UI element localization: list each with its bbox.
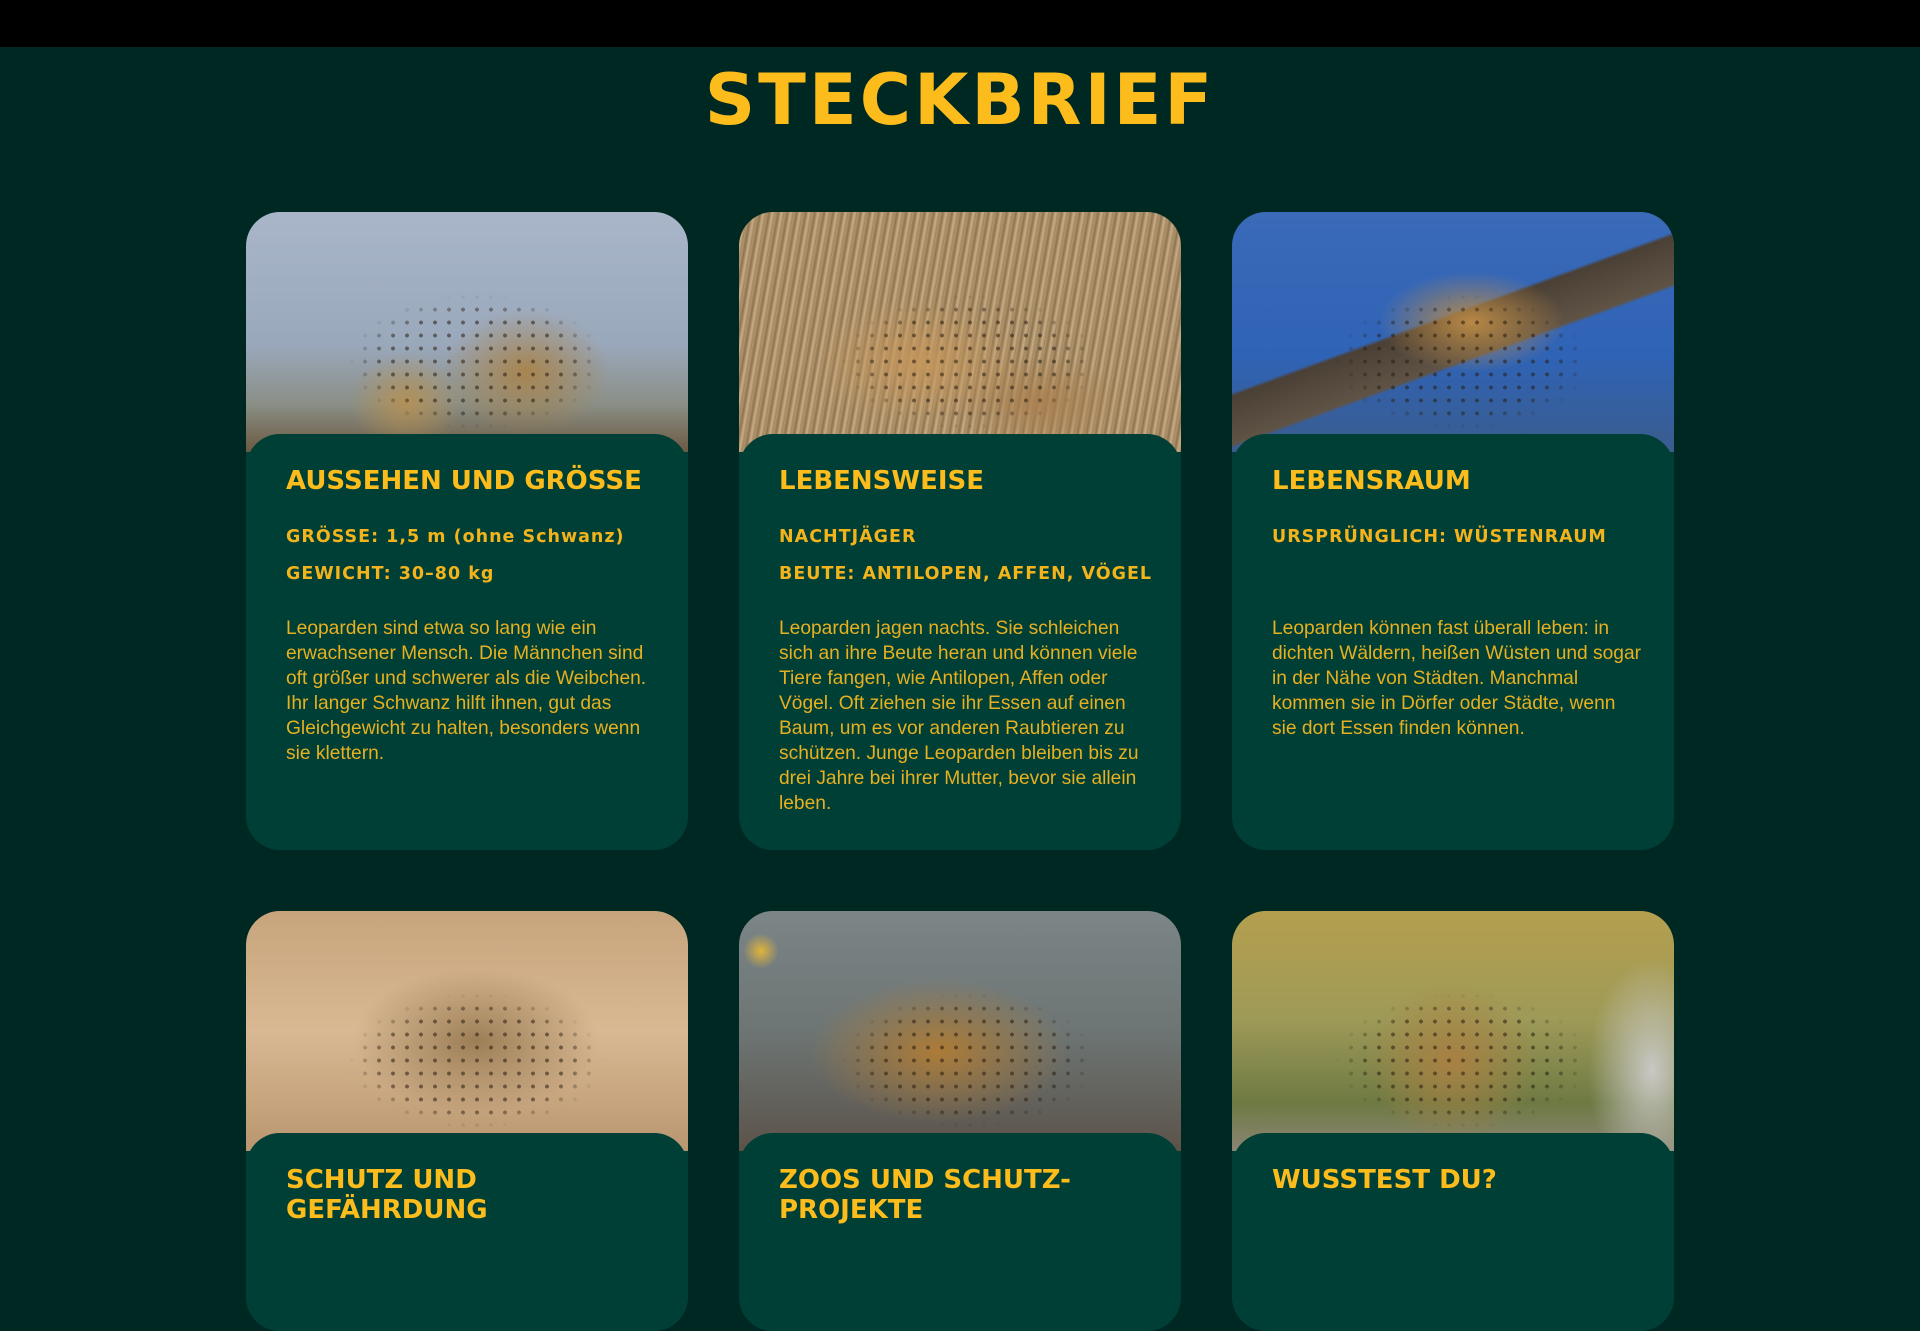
card-title: SCHUTZ UND GEFÄHRDUNG [286,1165,488,1225]
fact-groesse: GRÖSSE: 1,5 m (ohne Schwanz) [286,527,625,547]
walking-leopard-photo [246,911,688,1151]
card-title: AUSSEHEN UND GRÖSSE [286,466,642,496]
card-description: Leoparden können fast überall leben: in dichten Wäldern, heißen Wüsten und sogar in der Nähe von Städten. Manchmal kommen sie in Dörfer oder Städte, wenn sie dort Essen finden können. [1272,618,1642,739]
leopard-mother-and-cub-photo [246,212,688,452]
card-panel [1232,434,1674,850]
card-panel [1232,1133,1674,1331]
card-panel [246,1133,688,1331]
fact-urspruenglich: URSPRÜNGLICH: WÜSTENRAUM [1272,527,1607,547]
card-title: ZOOS UND SCHUTZ-PROJEKTE [779,1165,1071,1225]
card-lebensraum [1232,212,1674,850]
resting-cheetahs-photo [739,212,1181,452]
card-zoos-und-schutzprojekte [739,911,1181,1331]
fact-beute: BEUTE: ANTILOPEN, AFFEN, VÖGEL [779,564,1153,584]
card-facts [286,526,658,585]
card-schutz-und-gefaehrdung [246,911,688,1331]
fact-gewicht: GEWICHT: 30–80 kg [286,564,495,584]
top-bar [0,0,1920,47]
card-panel [246,434,688,850]
fact-nachtjaeger: NACHTJÄGER [779,527,917,547]
card-title: LEBENSRAUM [1272,466,1471,496]
card-title: LEBENSWEISE [779,466,984,496]
card-wusstest-du [1232,911,1674,1331]
card-title: WUSSTEST DU? [1272,1165,1497,1195]
page-title: STECKBRIEF [704,59,1216,141]
lying-leopard-zoo-photo [739,911,1181,1151]
yawning-leopard-photo [1232,911,1674,1151]
card-description: Leoparden sind etwa so lang wie ein erwachsener Mensch. Die Männchen sind oft größer und schwerer als die Weibchen. Ihr langer Schwanz hilft ihnen, gut das Gleichgewicht zu halten, besonders wenn sie klettern. [286,618,647,764]
card-facts [779,526,1151,585]
card-facts [1272,526,1644,548]
leopard-in-tree-photo [1232,212,1674,452]
card-panel [739,1133,1181,1331]
card-description: Leoparden jagen nachts. Sie schleichen sich an ihre Beute heran und können viele Tiere fangen, wie Antilopen, Affen oder Vögel. Oft ziehen sie ihr Essen auf einen Baum, um es vor anderen Raubtieren zu schützen. Junge Leoparden bleiben bis zu drei Jahre bei ihrer Mutter, bevor sie allein leben. [779,618,1139,814]
card-aussehen-und-groesse [246,212,688,850]
card-lebensweise [739,212,1181,850]
card-panel [739,434,1181,850]
